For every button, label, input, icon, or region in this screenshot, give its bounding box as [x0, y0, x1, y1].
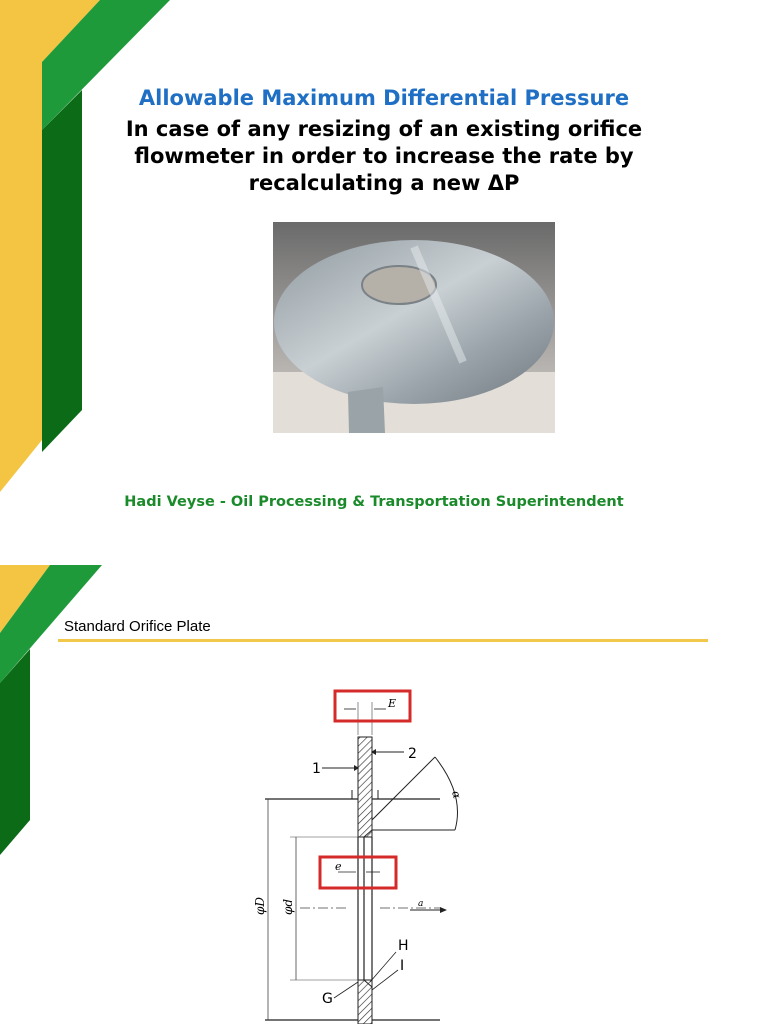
plate-lower-section: [358, 980, 372, 1024]
label-G: G: [322, 991, 333, 1007]
author-line: Hadi Veyse - Oil Processing & Transportation Superintendent: [124, 494, 624, 510]
label-D: φD: [253, 896, 267, 915]
corner-decoration: [0, 0, 180, 530]
slide-title: Allowable Maximum Differential Pressure: [138, 86, 630, 110]
orifice-plate-diagram: [240, 680, 500, 1024]
slide-subtitle: [120, 116, 648, 197]
label-e: e: [335, 860, 342, 873]
label-d: φd: [281, 898, 295, 915]
label-a: a: [418, 899, 424, 909]
subtitle-line-3: recalculating a new ΔP: [248, 171, 520, 195]
label-H: H: [398, 938, 409, 954]
label-E: E: [388, 697, 397, 710]
label-1: 1: [312, 761, 321, 777]
slide-gap: [0, 530, 768, 565]
slide-2: [0, 565, 768, 1024]
label-I: I: [400, 958, 405, 974]
label-alpha: α: [449, 789, 464, 800]
subtitle-line-1: In case of any resizing of an existing orifice: [125, 117, 643, 141]
orifice-plate-photo: [273, 222, 555, 433]
slide-2-title: Standard Orifice Plate: [64, 618, 211, 635]
plate-upper-section: [358, 737, 372, 837]
title-underline: [58, 639, 708, 642]
label-2: 2: [408, 746, 417, 762]
subtitle-line-2: flowmeter in order to increase the rate by: [134, 144, 634, 168]
